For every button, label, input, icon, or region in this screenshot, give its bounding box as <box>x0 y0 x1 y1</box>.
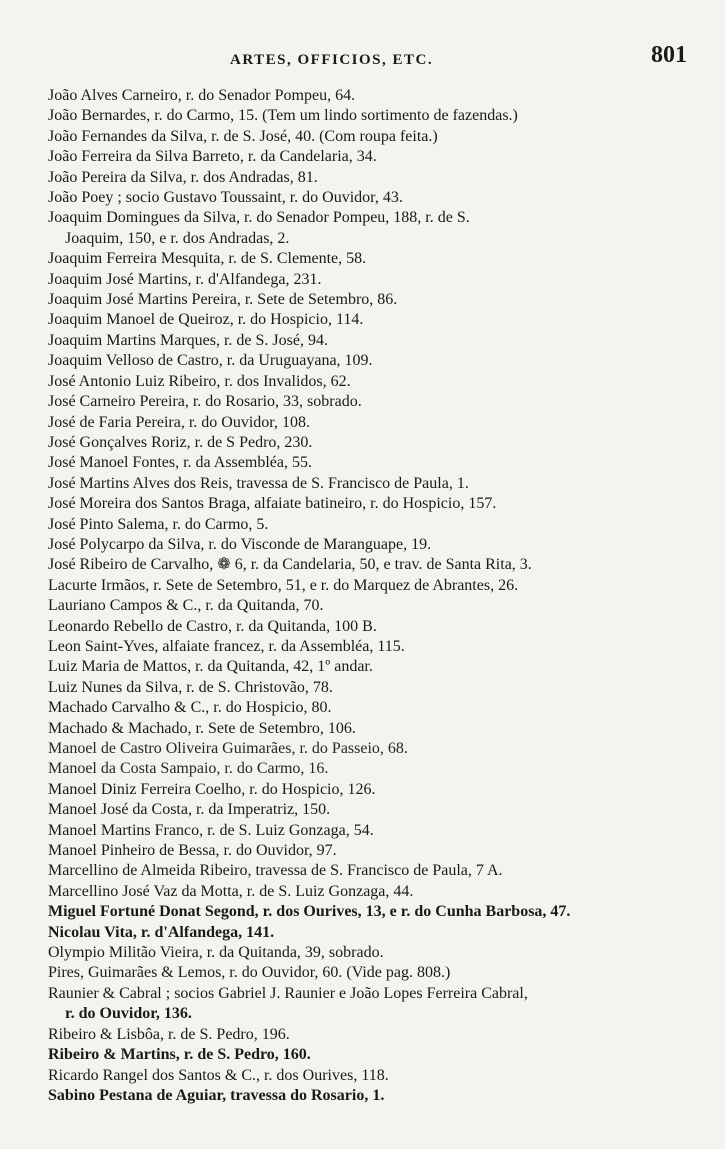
list-item: Manoel de Castro Oliveira Guimarães, r. do Passeio, 68. <box>48 740 408 757</box>
list-item: João Ferreira da Silva Barreto, r. da Candelaria, 34. <box>48 148 377 166</box>
list-item: João Pereira da Silva, r. dos Andradas, 81. <box>48 168 318 186</box>
running-title: ARTES, OFFICIOS, ETC. <box>230 52 434 68</box>
list-item: João Alves Carneiro, r. do Senador Pompeu, 64. <box>48 87 356 104</box>
list-item: Machado & Machado, r. Sete de Setembro, 106. <box>48 719 356 737</box>
list-item: Ricardo Rangel dos Santos & C., r. dos Ourives, 118. <box>48 1066 389 1084</box>
list-item: Joaquim Ferreira Mesquita, r. de S. Clemente, 58. <box>48 250 367 268</box>
list-item: Manoel José da Costa, r. da Imperatriz, 150. <box>48 801 331 819</box>
list-item: João Fernandes da Silva, r. de S. José, 40. (Com roupa feita.) <box>48 127 438 145</box>
list-item: José Carneiro Pereira, r. do Rosario, 33, sobrado. <box>48 393 362 411</box>
list-item: Ribeiro & Lisbôa, r. de S. Pedro, 196. <box>48 1025 290 1043</box>
list-item: Joaquim Martins Marques, r. de S. José, 94. <box>48 331 328 349</box>
list-item: Joaquim José Martins Pereira, r. Sete de Setembro, 86. <box>48 291 398 309</box>
list-item: Sabino Pestana de Aguiar, travessa do Rosario, 1. <box>48 1086 385 1104</box>
list-item: Joaquim Domingues da Silva, r. do Senador Pompeu, 188, r. de S. <box>48 209 470 227</box>
list-item: Joaquim José Martins, r. d'Alfandega, 231. <box>48 270 322 288</box>
list-item: Leonardo Rebello de Castro, r. da Quitanda, 100 B. <box>48 617 377 635</box>
list-item: Nicolau Vita, r. d'Alfandega, 141. <box>48 923 275 941</box>
list-item: Raunier & Cabral ; socios Gabriel J. Raunier e João Lopes Ferreira Cabral, <box>48 984 528 1002</box>
list-item: José de Faria Pereira, r. do Ouvidor, 108. <box>48 413 310 431</box>
page-number: 801 <box>651 42 687 68</box>
list-item: José Gonçalves Roriz, r. de S Pedro, 230. <box>48 433 313 451</box>
list-item: Marcellino José Vaz da Motta, r. de S. Luiz Gonzaga, 44. <box>48 882 414 900</box>
list-item: José Pinto Salema, r. do Carmo, 5. <box>48 515 269 533</box>
list-item: Marcellino de Almeida Ribeiro, travessa de S. Francisco de Paula, 7 A. <box>48 862 503 880</box>
list-item: Joaquim Velloso de Castro, r. da Uruguayana, 109. <box>48 352 373 370</box>
list-item: Manoel da Costa Sampaio, r. do Carmo, 16. <box>48 760 329 778</box>
list-item: Joaquim Manoel de Queiroz, r. do Hospicio, 114. <box>48 311 364 329</box>
list-item: Manoel Pinheiro de Bessa, r. do Ouvidor, 97. <box>48 842 337 860</box>
entry-list <box>48 86 716 1106</box>
list-item: João Bernardes, r. do Carmo, 15. (Tem um lindo sortimento de fazendas.) <box>48 107 518 125</box>
list-item-continuation: r. do Ouvidor, 136. <box>65 1005 192 1023</box>
list-item: Machado Carvalho & C., r. do Hospicio, 80. <box>48 699 332 717</box>
list-item-continuation: Joaquim, 150, e r. dos Andradas, 2. <box>65 229 290 247</box>
list-item: José Ribeiro de Carvalho, ❁ 6, r. da Candelaria, 50, e trav. de Santa Rita, 3. <box>48 556 532 574</box>
list-item: Olympio Militão Vieira, r. da Quitanda, 39, sobrado. <box>48 944 384 962</box>
list-item: Lacurte Irmãos, r. Sete de Setembro, 51, e r. do Marquez de Abrantes, 26. <box>48 576 519 594</box>
list-item: Luiz Maria de Mattos, r. da Quitanda, 42, 1º andar. <box>48 658 373 676</box>
list-item: José Antonio Luiz Ribeiro, r. dos Invalidos, 62. <box>48 372 351 390</box>
list-item: José Manoel Fontes, r. da Assembléa, 55. <box>48 454 312 472</box>
list-item: José Polycarpo da Silva, r. do Visconde de Maranguape, 19. <box>48 535 432 553</box>
list-item: Miguel Fortuné Donat Segond, r. dos Ourives, 13, e r. do Cunha Barbosa, 47. <box>48 903 571 921</box>
list-item: Manoel Martins Franco, r. de S. Luiz Gonzaga, 54. <box>48 821 374 839</box>
list-item: Leon Saint-Yves, alfaiate francez, r. da Assembléa, 115. <box>48 637 405 655</box>
list-item: José Moreira dos Santos Braga, alfaiate batineiro, r. do Hospicio, 157. <box>48 495 497 513</box>
list-item: Manoel Diniz Ferreira Coelho, r. do Hospicio, 126. <box>48 780 376 798</box>
list-item: Luiz Nunes da Silva, r. de S. Christovão, 78. <box>48 678 333 696</box>
list-item: José Martins Alves dos Reis, travessa de S. Francisco de Paula, 1. <box>48 474 469 492</box>
list-item: Lauriano Campos & C., r. da Quitanda, 70. <box>48 597 324 615</box>
list-item: João Poey ; socio Gustavo Toussaint, r. do Ouvidor, 43. <box>48 189 403 207</box>
list-item: Pires, Guimarães & Lemos, r. do Ouvidor, 60. (Vide pag. 808.) <box>48 964 451 982</box>
list-item: Ribeiro & Martins, r. de S. Pedro, 160. <box>48 1046 311 1064</box>
page-header <box>0 42 725 78</box>
